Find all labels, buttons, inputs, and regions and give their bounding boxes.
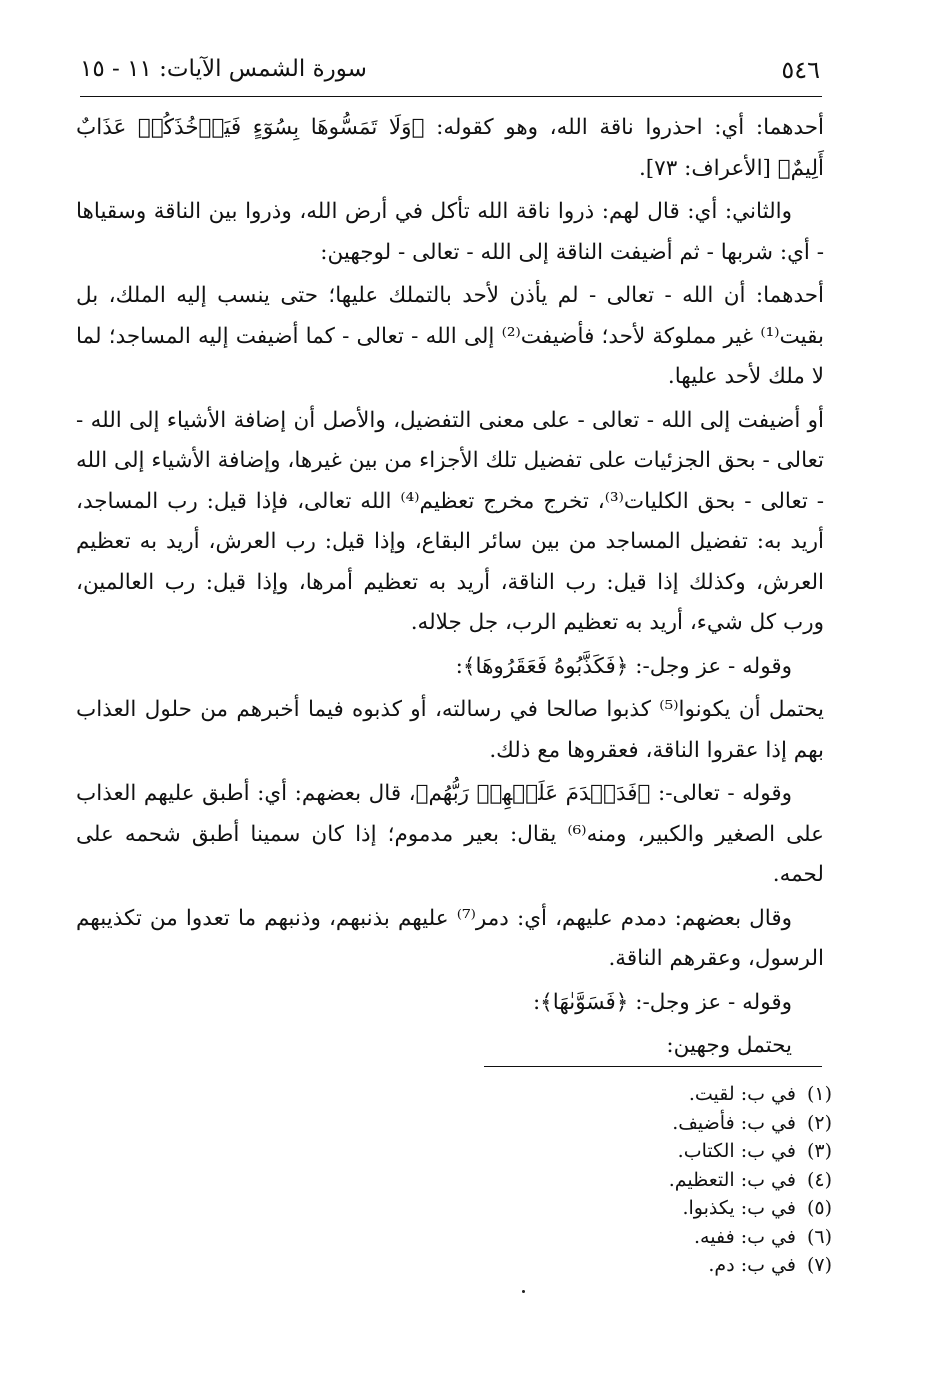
footnote-number: (٧) xyxy=(806,1254,832,1276)
paragraph: وقال بعضهم: دمدم عليهم، أي: دمر⁽⁷⁾ عليهم بذنبهم، وذنبهم ما تعدوا من تكذيبهم الرسول، وعقرهم الناقة. xyxy=(76,905,824,971)
footnote-text: في ب: ففيه. xyxy=(694,1225,796,1248)
page-header xyxy=(80,52,820,92)
paragraph: أو أضيفت إلى الله - تعالى - على معنى التفضيل، والأصل أن إضافة الأشياء إلى الله - تعالى - بحق الجزئيات على تفضيل تلك الأجزاء من بين غيرها، وإضافة الأشياء إلى الله - تعالى - بحق الكليات⁽³⁾، تخرج مخرج تعظيم⁽⁴⁾ الله تعالى، فإذا قيل: رب المساجد، أريد به: تفضيل المساجد من بين سائر البقاع، وإذا قيل: رب العرش، أريد به تعظيم العرش، وكذلك إذا قيل: رب الناقة، أريد به تعظيم أمرها، وإذا قيل: رب العالمين، ورب كل شيء، أريد به تعظيم الرب، جل جلاله. xyxy=(76,407,824,635)
footnote-number: (٣) xyxy=(806,1140,832,1162)
page-number: ٥٤٦ xyxy=(781,56,820,84)
paragraph: يحتمل وجهين: xyxy=(666,1033,792,1058)
footnote-text: في ب: التعظيم. xyxy=(668,1168,796,1191)
footnote-number: (٤) xyxy=(806,1168,832,1191)
running-title: سورة الشمس الآيات: ١١ - ١٥ xyxy=(80,56,367,82)
footnote-number: (٢) xyxy=(806,1111,832,1134)
paragraph: وقوله - تعالى-: ﴿فَدَمۡدَمَ عَلَيۡهِمۡ رَبُّهُم﴾، قال بعضهم: أي: أطبق عليهم العذاب على الصغير والكبير، ومنه⁽⁶⁾ يقال: بعير مدموم؛ إذا كان سمينا أطبق شحمه على لحمه. xyxy=(76,781,824,887)
scan-speck xyxy=(522,1290,525,1293)
paragraph: وقوله - عز وجل-: ﴿فَسَوَّىٰهَا﴾: xyxy=(532,989,792,1015)
footnotes xyxy=(532,1080,832,1280)
paragraph: والثاني: أي: قال لهم: ذروا ناقة الله تأكل في أرض الله، وذروا بين الناقة وسقياها - أي: شربها - ثم أضيفت الناقة إلى الله - تعالى - لوجهين: xyxy=(76,199,824,265)
footnote xyxy=(532,1080,832,1109)
footnote xyxy=(532,1109,832,1138)
footnote-number: (١) xyxy=(806,1083,832,1105)
footnote xyxy=(532,1137,832,1166)
footnote xyxy=(532,1251,832,1280)
footnote-text: في ب: الكتاب. xyxy=(677,1140,796,1162)
paragraph: أحدهما: أن الله - تعالى - لم يأذن لأحد بالتملك عليها؛ حتى ينسب إليه الملك، بل بقيت⁽¹⁾ غير مملوكة لأحد؛ فأضيفت⁽²⁾ إلى الله - تعالى - كما أضيفت إليه المساجد؛ لما لا ملك لأحد عليها. xyxy=(76,283,824,389)
header-divider xyxy=(80,96,822,97)
footnote-text: في ب: دم. xyxy=(708,1254,796,1276)
main-text xyxy=(76,108,824,1070)
footnote-divider xyxy=(484,1066,822,1067)
paragraph: يحتمل أن يكونوا⁽⁵⁾ كذبوا صالحا في رسالته، أو كذبوه فيما أخبرهم من حلول العذاب بهم إذا عقروا الناقة، فعقروها مع ذلك. xyxy=(76,697,824,763)
paragraph: أحدهما: أي: احذروا ناقة الله، وهو كقوله: ﴿وَلَا تَمَسُّوهَا بِسُوٓءٍ فَيَأۡخُذَكُمۡ عَذَابٌ أَلِيمٌ﴾ [الأعراف: ٧٣]. xyxy=(76,115,824,181)
footnote-number: (٦) xyxy=(806,1225,832,1248)
footnote xyxy=(532,1166,832,1195)
footnote-number: (٥) xyxy=(806,1197,832,1219)
footnote-text: في ب: لقيت. xyxy=(688,1083,796,1105)
paragraph: وقوله - عز وجل-: ﴿فَكَذَّبُوهُ فَعَقَرُوهَا﴾: xyxy=(455,653,792,679)
footnote xyxy=(532,1223,832,1252)
footnote xyxy=(532,1194,832,1223)
footnote-text: في ب: فأضيف. xyxy=(672,1111,796,1134)
footnote-text: في ب: يكذبوا. xyxy=(682,1197,796,1219)
